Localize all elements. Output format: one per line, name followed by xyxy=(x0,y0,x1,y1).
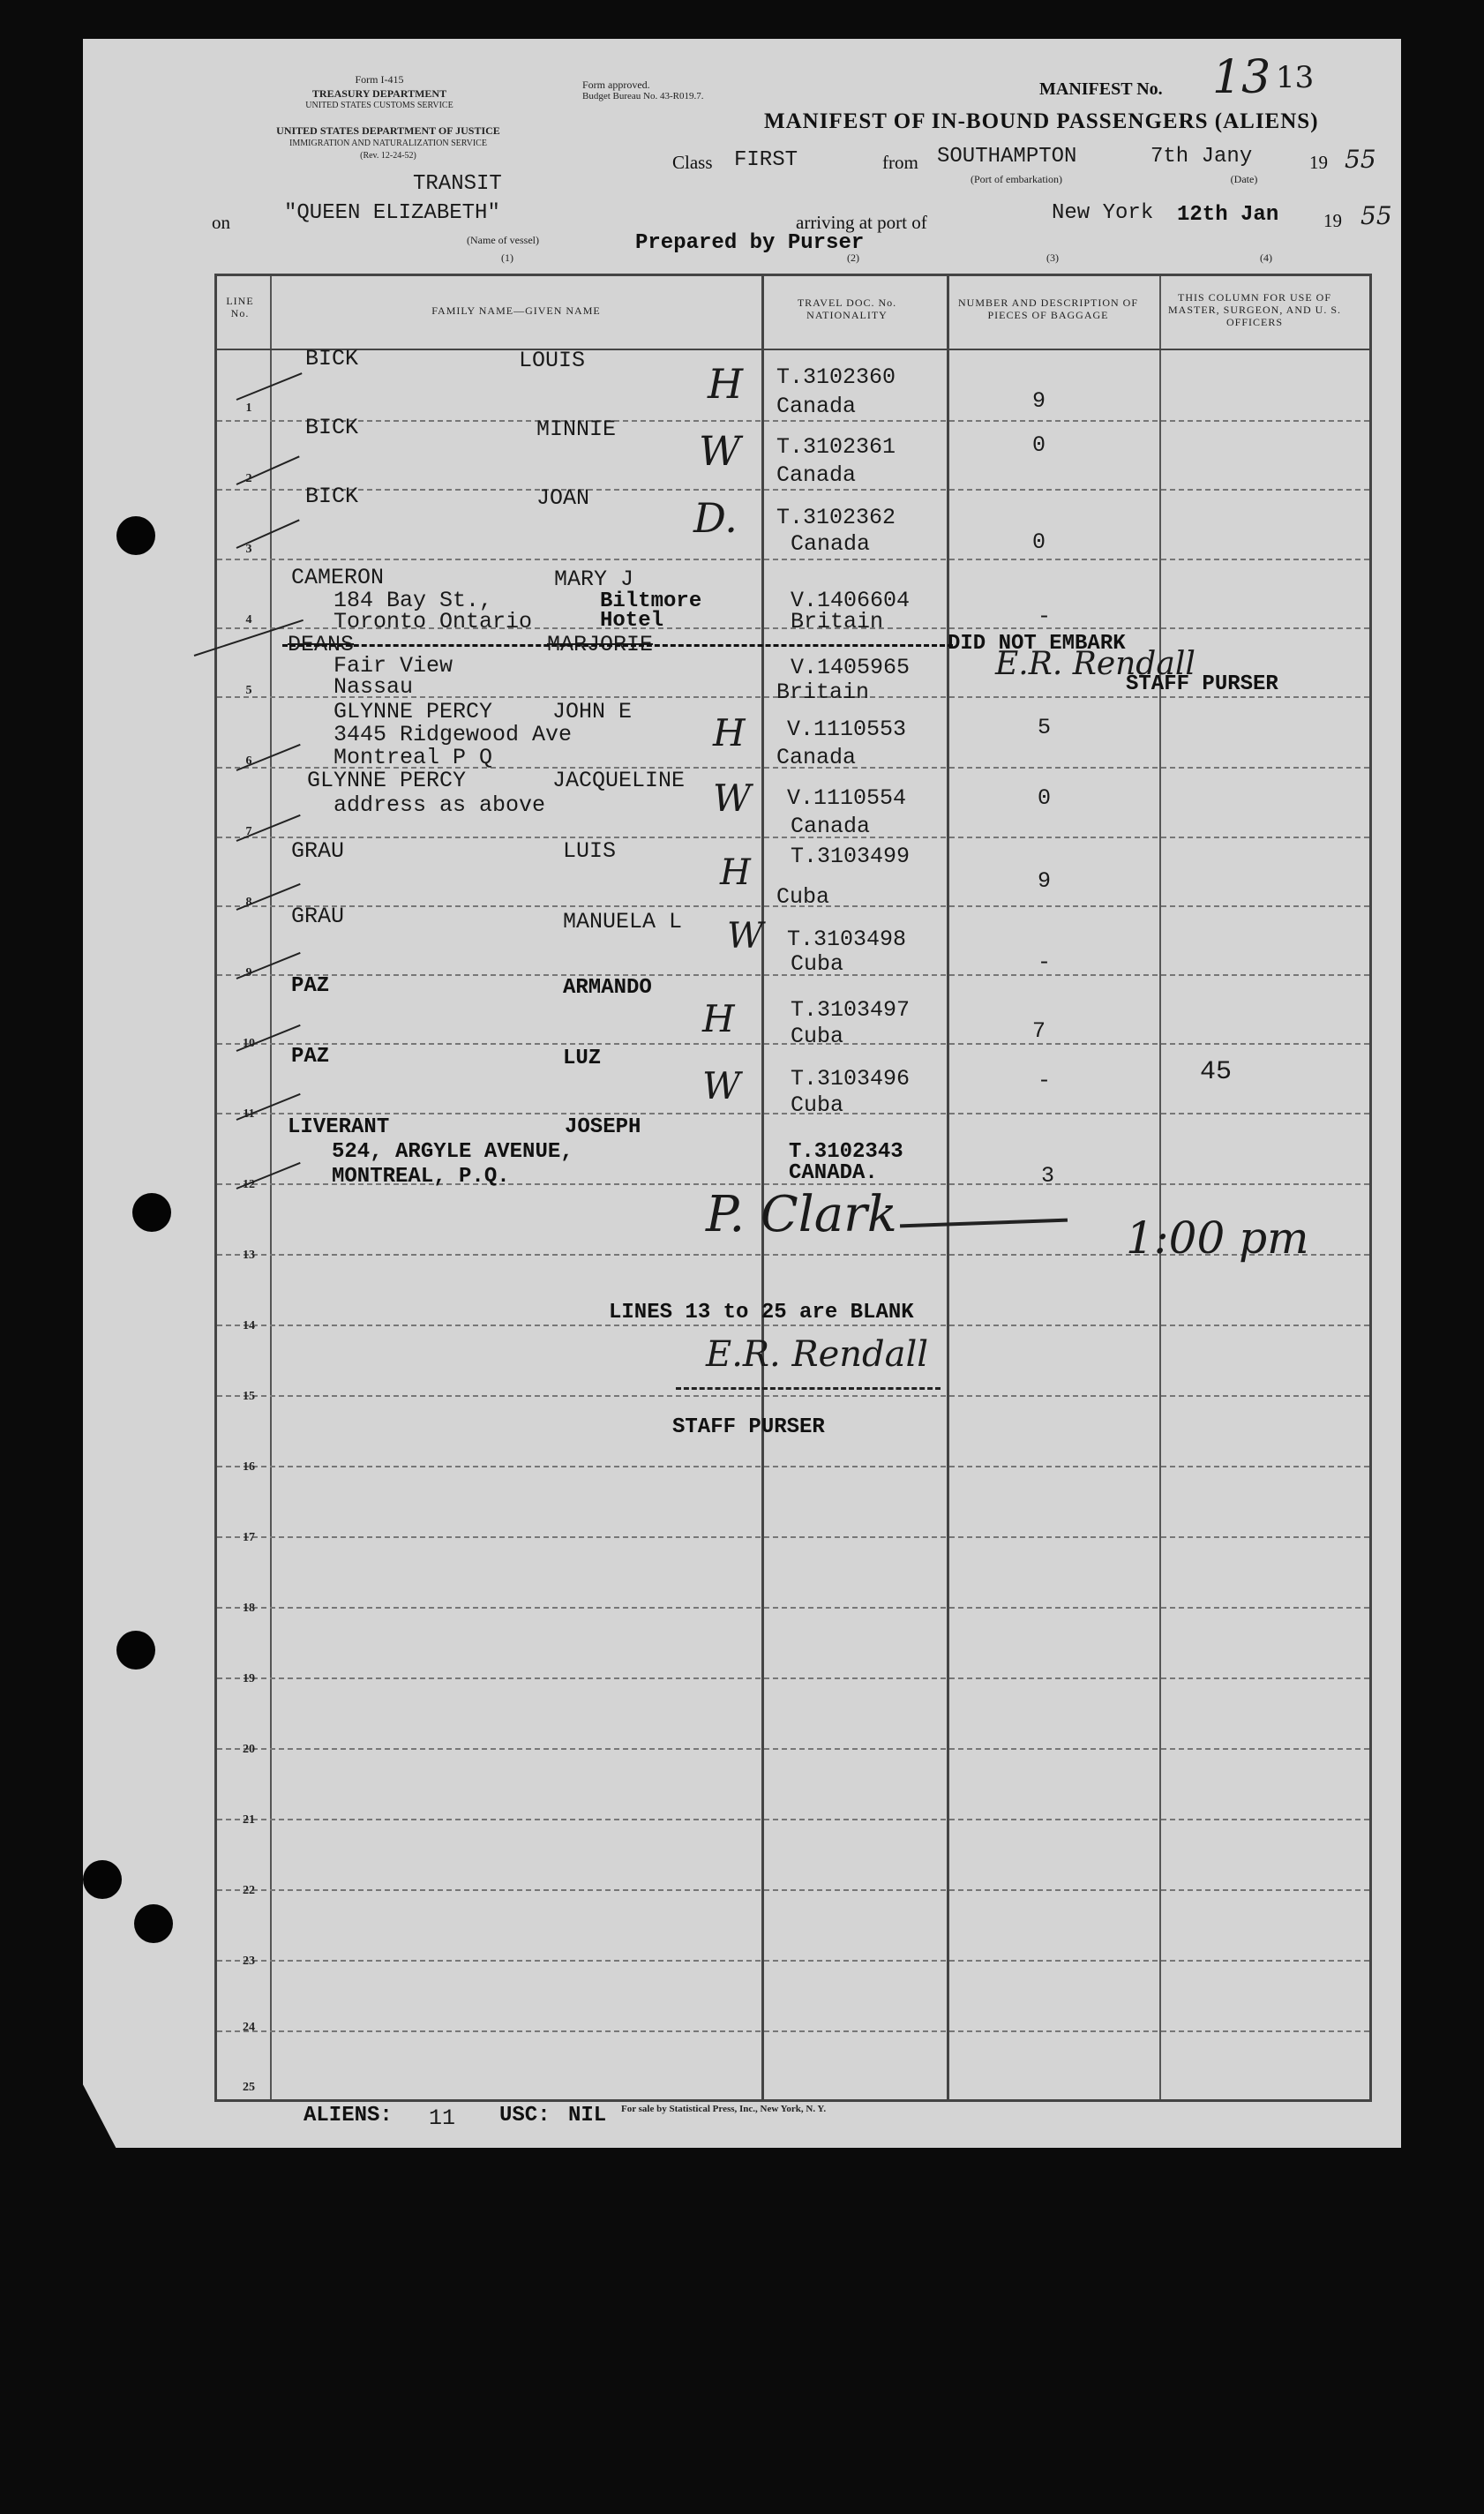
given-name: JOHN E xyxy=(552,699,633,724)
vessel-note: (Name of vessel) xyxy=(467,234,539,246)
punch-hole xyxy=(116,1631,155,1670)
line-number: 24 xyxy=(243,2021,255,2034)
relationship-mark: D. xyxy=(693,494,738,542)
nationality: Cuba xyxy=(791,1092,844,1118)
address-line-2: MONTREAL, P.Q. xyxy=(332,1165,510,1189)
col-num-4: (4) xyxy=(1260,251,1272,264)
baggage: - xyxy=(1038,604,1052,629)
purser-signature: E.R. Rendall xyxy=(995,646,1195,682)
travel-doc: T.3103497 xyxy=(791,997,911,1023)
relationship-mark: W xyxy=(702,1064,741,1107)
staff-purser: STAFF PURSER xyxy=(672,1415,825,1439)
baggage: 5 xyxy=(1038,715,1052,740)
line-number: 6 xyxy=(245,754,252,768)
date-note: (Date) xyxy=(1230,173,1258,185)
transit: TRANSIT xyxy=(413,172,502,196)
usc-label: USC: xyxy=(499,2104,551,2128)
family-name: LIVERANT xyxy=(288,1115,390,1139)
class-label: Class xyxy=(672,152,713,173)
line-number: 9 xyxy=(245,966,252,979)
approval-line-2: Budget Bureau No. 43-R019.7. xyxy=(582,91,704,101)
family-name: BICK xyxy=(305,484,359,509)
line-number: 21 xyxy=(243,1813,255,1827)
given-name: LUZ xyxy=(563,1047,602,1070)
given-name: LUIS xyxy=(563,838,617,864)
line-number: 16 xyxy=(243,1460,255,1474)
manifest-title: MANIFEST OF IN-BOUND PASSENGERS (ALIENS) xyxy=(764,109,1319,133)
address-line-2: Nassau xyxy=(334,674,414,700)
line-number: 20 xyxy=(243,1743,255,1756)
col-num-2: (2) xyxy=(847,251,859,264)
given-name: JACQUELINE xyxy=(552,768,686,793)
travel-doc: T.3102362 xyxy=(776,505,896,530)
punch-hole xyxy=(83,1860,122,1899)
line-number: 4 xyxy=(245,613,252,627)
given-name: JOAN xyxy=(536,485,590,511)
address-line-1: 3445 Ridgewood Ave xyxy=(334,722,573,747)
col-head-travel: TRAVEL DOC. No. NATIONALITY xyxy=(797,296,897,321)
relationship-mark: H xyxy=(708,360,744,408)
line-number: 10 xyxy=(243,1037,255,1050)
vessel-name: "QUEEN ELIZABETH" xyxy=(284,201,500,225)
nationality: Canada xyxy=(776,394,857,419)
nationality: CANADA. xyxy=(789,1161,878,1185)
family-name-struck: DEANS xyxy=(288,632,355,657)
address-line-1: address as above xyxy=(334,792,546,818)
signature-dash xyxy=(676,1387,941,1390)
address-line-1: 524, ARGYLE AVENUE, xyxy=(332,1140,573,1164)
port-embark-note: (Port of embarkation) xyxy=(971,173,1062,185)
blank-lines-note: LINES 13 to 25 are BLANK xyxy=(609,1301,914,1325)
family-name: GLYNNE PERCY xyxy=(307,768,467,793)
line-number: 7 xyxy=(245,825,252,838)
col-head-officers: THIS COLUMN FOR USE OF MASTER, SURGEON, AND U. S. OFFICERS xyxy=(1167,291,1342,328)
line-number: 8 xyxy=(245,896,252,909)
class-value: FIRST xyxy=(734,148,798,172)
line-number: 12 xyxy=(243,1178,255,1191)
family-name: BICK xyxy=(305,415,359,440)
given-name-struck: MARJORIE xyxy=(547,632,654,657)
travel-doc: T.3103496 xyxy=(791,1066,911,1092)
nationality: Cuba xyxy=(776,884,830,910)
line-number: 23 xyxy=(243,1955,255,1968)
did-not-embark: DID NOT EMBARK xyxy=(948,632,1126,656)
travel-doc: V.1405965 xyxy=(791,655,911,680)
baggage: - xyxy=(1038,949,1052,975)
departure-year-suffix: 55 xyxy=(1345,145,1376,174)
baggage: 9 xyxy=(1038,868,1052,894)
line-number: 25 xyxy=(243,2081,255,2094)
departure-date: 7th Jany xyxy=(1150,145,1253,169)
line-number: 3 xyxy=(245,543,252,556)
handwritten-time: 1:00 pm xyxy=(1126,1212,1309,1264)
family-name: BICK xyxy=(305,346,359,371)
prepared-by: Prepared by Purser xyxy=(635,231,865,255)
nationality: Canada xyxy=(791,531,871,557)
justice: UNITED STATES DEPARTMENT OF JUSTICE xyxy=(276,124,500,137)
printer-note: For sale by Statistical Press, Inc., New York, N. Y. xyxy=(621,2104,827,2114)
baggage: 7 xyxy=(1032,1018,1046,1044)
col-num-3: (3) xyxy=(1046,251,1059,264)
nationality: Canada xyxy=(791,814,871,839)
punch-hole xyxy=(132,1193,171,1232)
arrival-port: New York xyxy=(1052,201,1154,225)
baggage: 0 xyxy=(1032,432,1046,458)
line-number: 14 xyxy=(243,1319,255,1332)
aliens-label: ALIENS: xyxy=(304,2104,393,2128)
address-line-1: 184 Bay St., xyxy=(334,588,493,613)
nationality: Canada xyxy=(776,745,857,770)
given-name: JOSEPH xyxy=(565,1115,641,1139)
family-name: GLYNNE PERCY xyxy=(334,699,493,724)
line-number: 15 xyxy=(243,1390,255,1403)
travel-doc: T.3103498 xyxy=(787,927,907,952)
arrival-year-suffix: 55 xyxy=(1360,201,1392,230)
col-num-1: (1) xyxy=(501,251,513,264)
line-number: 2 xyxy=(245,472,252,485)
baggage: 3 xyxy=(1041,1163,1055,1189)
family-name: CAMERON xyxy=(291,565,385,590)
line-number: 5 xyxy=(245,684,252,697)
given-name: MARY J xyxy=(554,567,634,592)
punch-hole xyxy=(116,516,155,555)
line-number: 1 xyxy=(245,401,252,415)
line-number: 22 xyxy=(243,1884,255,1897)
ins: IMMIGRATION AND NATURALIZATION SERVICE xyxy=(289,139,487,148)
manifest-label: MANIFEST No. xyxy=(1039,79,1163,99)
customs: UNITED STATES CUSTOMS SERVICE xyxy=(305,101,453,110)
col-head-baggage: NUMBER AND DESCRIPTION OF PIECES OF BAGGAGE xyxy=(957,296,1139,321)
baggage: 0 xyxy=(1032,529,1046,555)
address-line-2: Toronto Ontario xyxy=(334,609,533,634)
nationality: Cuba xyxy=(791,951,844,977)
departure-year-prefix: 19 xyxy=(1309,152,1328,173)
inspector-signature: P. Clark xyxy=(706,1186,897,1243)
on-label: on xyxy=(212,212,230,233)
travel-doc: V.1110553 xyxy=(787,717,907,742)
family-name: PAZ xyxy=(291,1045,330,1069)
revision: (Rev. 12-24-52) xyxy=(360,151,416,161)
arrival-year-prefix: 19 xyxy=(1323,210,1342,231)
usc-value: NIL xyxy=(568,2104,607,2128)
travel-doc: T.3103499 xyxy=(791,844,911,869)
travel-doc: T.3102343 xyxy=(789,1140,903,1164)
arrival-date: 12th Jan xyxy=(1177,203,1279,227)
col-head-name: FAMILY NAME—GIVEN NAME xyxy=(431,304,601,317)
travel-doc: V.1110554 xyxy=(787,785,907,811)
address-extra-1: Biltmore xyxy=(600,589,702,613)
travel-doc: V.1406604 xyxy=(791,588,911,613)
relationship-mark: H xyxy=(713,711,746,754)
line-number: 13 xyxy=(243,1249,255,1262)
given-name: ARMANDO xyxy=(563,976,652,1000)
family-name: PAZ xyxy=(291,974,330,998)
col-head-line: LINE No. xyxy=(226,295,254,319)
baggage: 0 xyxy=(1038,785,1052,811)
address-line-1: Fair View xyxy=(334,653,453,679)
line-number: 18 xyxy=(243,1602,255,1615)
line-number: 17 xyxy=(243,1531,255,1544)
from-label: from xyxy=(882,152,918,173)
nationality: Canada xyxy=(776,462,857,488)
approval-line-1: Form approved. xyxy=(582,79,650,91)
relationship-mark: H xyxy=(720,852,751,893)
given-name: MINNIE xyxy=(536,416,617,442)
address-extra-2: Hotel xyxy=(600,609,664,633)
line-number: 11 xyxy=(243,1107,255,1121)
punch-hole xyxy=(134,1904,173,1943)
aliens-count: 11 xyxy=(429,2105,456,2131)
relationship-mark: H xyxy=(702,997,735,1040)
manifest-number: 13 xyxy=(1212,51,1271,104)
relationship-mark: W xyxy=(699,427,741,475)
relationship-mark: W xyxy=(727,916,764,957)
staff-purser-note: STAFF PURSER xyxy=(1126,672,1278,696)
nationality: Cuba xyxy=(791,1024,844,1049)
form-number: Form I-415 xyxy=(355,73,404,86)
arriving-label: arriving at port of xyxy=(796,212,927,233)
travel-doc: T.3102361 xyxy=(776,434,896,460)
line-number: 19 xyxy=(243,1672,255,1685)
strike-line xyxy=(282,644,953,647)
given-name: MANUELA L xyxy=(563,909,683,934)
manifest-number-stamp: 13 xyxy=(1276,60,1315,95)
department: TREASURY DEPARTMENT xyxy=(311,87,447,100)
nationality: Britain xyxy=(776,679,870,705)
from-value: SOUTHAMPTON xyxy=(937,145,1077,169)
address-line-2: Montreal P Q xyxy=(334,745,493,770)
family-name: GRAU xyxy=(291,904,345,929)
baggage: - xyxy=(1038,1068,1052,1093)
purser-signature-2: E.R. Rendall xyxy=(706,1334,929,1375)
nationality: Britain xyxy=(791,609,884,634)
relationship-mark: W xyxy=(713,777,752,820)
baggage: 9 xyxy=(1032,388,1046,414)
family-name: GRAU xyxy=(291,838,345,864)
officer-note: 45 xyxy=(1200,1057,1233,1087)
travel-doc: T.3102360 xyxy=(776,364,896,390)
given-name: LOUIS xyxy=(519,348,586,373)
